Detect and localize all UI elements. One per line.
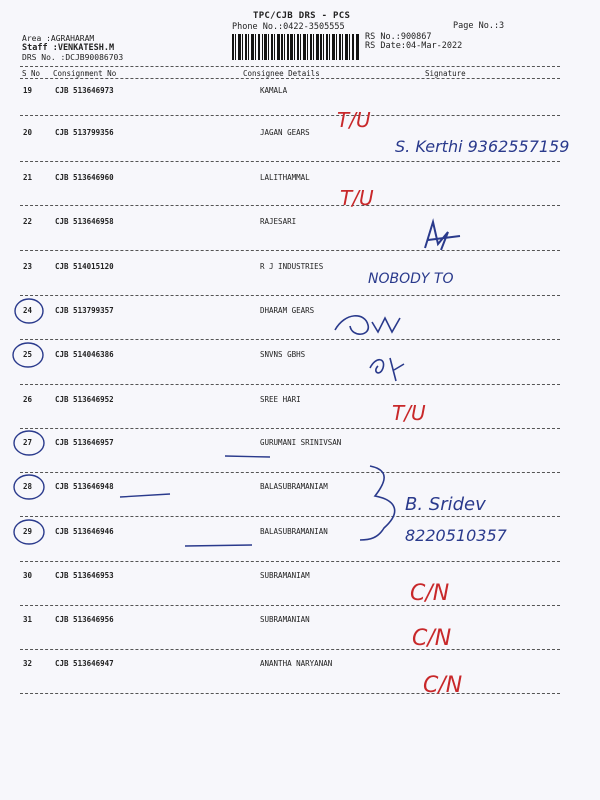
divider [20,295,560,296]
ink-stroke [225,456,270,457]
row-consignee: SUBRAMANIAN [260,615,310,624]
col-consignee: Consignee Details [243,69,320,78]
annotation-text: 8220510357 [405,526,507,545]
row-sno: 28 [23,482,33,491]
row-sno: 22 [23,217,33,226]
row-consignee: BALASUBRAMANIAM [260,482,328,491]
row-sno: 27 [23,438,33,447]
row-sno: 21 [23,173,33,182]
row-sno: 32 [23,659,33,668]
rs-date: RS Date:04-Mar-2022 [365,41,463,51]
divider [20,339,560,340]
row-consignment: CJB 513646946 [55,527,114,536]
annotation-text: T/U [337,108,371,132]
divider [20,161,560,162]
row-consignment: CJB 514046386 [55,350,114,359]
table-row [0,571,600,585]
row-consignment: CJB 513799356 [55,128,114,137]
row-consignment: CJB 513646947 [55,659,114,668]
divider [20,66,560,67]
row-consignment: CJB 514015120 [55,262,114,271]
row-consignment: CJB 513646953 [55,571,114,580]
row-sno: 31 [23,615,33,624]
row-consignee: GURUMANI SRINIVSAN [260,438,342,447]
row-sno: 20 [23,128,33,137]
rs-number: RS No.:900867 [365,32,432,42]
row-consignee: DHARAM GEARS [260,306,315,315]
row-sno: 30 [23,571,33,580]
row-consignee: KAMALA [260,86,288,95]
row-sno: 24 [23,306,33,315]
row-consignment: CJB 513646973 [55,86,114,95]
annotation-text: C/N [410,581,450,606]
table-row [0,527,600,541]
row-consignee: BALASUBRAMANIAN [260,527,328,536]
page-number: Page No.:3 [453,21,505,31]
col-sno: S No [22,69,41,78]
row-consignee: SUBRAMANIAM [260,571,310,580]
divider [20,693,560,694]
row-sno: 25 [23,350,33,359]
col-consignment: Consignment No [53,69,117,78]
barcode-icon [232,34,360,60]
table-row [0,262,600,276]
table-row [0,615,600,629]
table-row [0,86,600,100]
sheet-title: TPC/CJB DRS - PCS [253,11,351,21]
ink-stroke [185,545,252,546]
divider [20,649,560,650]
row-consignee: SNVNS GBHS [260,350,306,359]
table-row [0,482,600,496]
divider [20,428,560,429]
col-signature: Signature [425,69,466,78]
divider [20,78,560,79]
staff-label: Staff :VENKATESH.M [22,43,115,53]
row-sno: 19 [23,86,33,95]
divider [20,384,560,385]
table-row [0,395,600,409]
annotation-text: T/U [392,401,426,425]
table-row [0,659,600,673]
annotation-text: C/N [423,673,463,698]
row-sno: 26 [23,395,33,404]
table-row [0,350,600,364]
row-consignee: JAGAN GEARS [260,128,310,137]
row-sno: 23 [23,262,33,271]
row-consignment: CJB 513646952 [55,395,114,404]
divider [20,472,560,473]
row-consignment: CJB 513799357 [55,306,114,315]
row-consignee: R J INDUSTRIES [260,262,324,271]
row-consignment: CJB 513646957 [55,438,114,447]
phone-number: Phone No.:0422-3505555 [232,22,345,32]
row-sno: 29 [23,527,33,536]
divider [20,561,560,562]
drs-number: DRS No. :DCJB90086703 [22,53,124,62]
table-row [0,306,600,320]
table-row [0,128,600,142]
divider [20,516,560,517]
annotation-text: S. Kerthi 9362557159 [395,137,570,156]
annotation-text: T/U [340,186,374,210]
annotation-text: NOBODY TO [368,271,454,287]
annotation-text: B. Sridev [405,494,486,515]
table-row [0,438,600,452]
divider [20,250,560,251]
row-consignment: CJB 513646958 [55,217,114,226]
row-consignment: CJB 513646960 [55,173,114,182]
divider [20,605,560,606]
annotation-text: C/N [412,626,452,651]
row-consignment: CJB 513646956 [55,615,114,624]
area-label: Area :AGRAHARAM [22,34,95,43]
row-consignee: SREE HARI [260,395,301,404]
table-row [0,173,600,187]
row-consignee: ANANTHA NARYANAN [260,659,333,668]
table-row [0,217,600,231]
row-consignee: RAJESARI [260,217,297,226]
row-consignment: CJB 513646948 [55,482,114,491]
divider [20,205,560,206]
divider [20,115,560,116]
row-consignee: LALITHAMMAL [260,173,310,182]
